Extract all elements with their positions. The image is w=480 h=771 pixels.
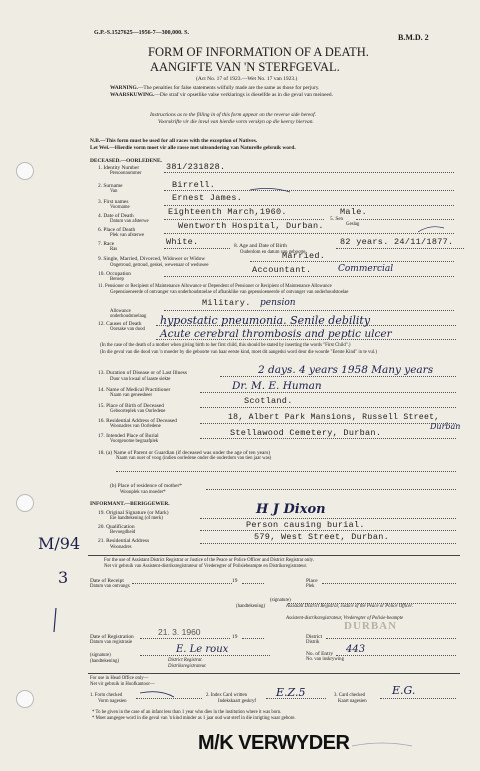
registration-date-label: Date of Registration <box>90 634 134 640</box>
age-label: 8. Age and Date of Birth <box>234 243 287 249</box>
waarskuwing-text: —Die straf vir opsetlike valse verklarings is dieselfde as in die geval van meineed. <box>154 92 333 98</box>
nb-note: N.B.—This form must be used for all races with the exception of Natives. <box>90 138 258 144</box>
waarskuwing-line <box>110 92 333 98</box>
field-place-of-death: 6. Place of Death <box>98 227 136 233</box>
head-office-heading-af: Net vir gebruik in Hoofkantoor— <box>90 682 155 687</box>
district-stamp-faded: DURBAN <box>344 620 398 632</box>
field-place-of-death-af: Plek van afsterwe <box>110 233 145 238</box>
punch-hole-top <box>16 162 34 180</box>
field-informant-qualification-af: Bevoegdheid <box>110 530 136 535</box>
place-of-death-value: Wentworth Hospital, Durban. <box>178 221 324 231</box>
field-medical-practitioner-af: Naam van geneesheer <box>110 393 153 398</box>
field-race-af: Ras <box>110 247 118 252</box>
card-checked-label: 3. Card checked <box>334 693 366 698</box>
field-parent-guardian: 18. (a) Name of Parent or Guardian (if deceased was under the age of ten years) <box>98 450 271 456</box>
informant-qualification: Person causing burial. <box>246 520 365 530</box>
sex-label-af: Geslag <box>346 222 360 227</box>
warning-label: WARNING. <box>110 85 139 91</box>
date-of-receipt-label-af: Datum van ontvangs <box>90 584 130 589</box>
field-burial-place-af: Voorgenome begraafplek <box>110 439 159 444</box>
mother-note-en: (In the case of the death of a mother when giving birth to her first child, this should be stated by inserting the words "First Child".) <box>100 343 351 348</box>
field-mother-residence: (b) Place of residence of mother* <box>110 483 182 489</box>
field-place-of-birth-af: Geboorteplek van Oorledene <box>110 409 166 414</box>
field-surname-af: Van <box>110 189 118 194</box>
field-mother-residence-af: Woonplek van moeder* <box>120 490 166 495</box>
field-causes-of-death: 12. Causes of Death <box>98 321 142 327</box>
marital-status-value: Married. <box>282 251 326 261</box>
field-informant-qualification: 20. Qualification <box>98 524 135 530</box>
registrar-note-af: Net vir gebruik van Assistent-distriksregistrateur of Vrederegter of Polisiebeampte en Distriksregistrateur. <box>104 564 308 569</box>
field-residential-address-af: Woonadres van Oorledene <box>110 424 161 429</box>
field-marital-status: 9. Single, Married, Divorced, Widower or Widow <box>98 256 206 262</box>
field-race: 7. Race <box>98 241 115 247</box>
date-of-receipt-label: Date of Receipt <box>90 578 124 584</box>
entry-number: 443 <box>346 644 366 655</box>
registration-date-year: 19 <box>232 634 238 640</box>
field-duration: 13. Duration of Disease or of Last Illness <box>98 370 187 376</box>
district-label: District <box>306 634 323 640</box>
first-names-value: Ernest James. <box>172 193 243 203</box>
race-value: White. <box>166 237 199 247</box>
field-parent-guardian-af: Naam van ouer of voog (indien oorledene onder die ouderdom van tien jaar was) <box>116 456 272 461</box>
district-label-af: Distrik <box>306 640 320 645</box>
residential-address-suffix: Durban <box>430 422 461 431</box>
sex-value: Male. <box>340 207 368 217</box>
age-label-af: Ouderdom en datum van geboorte <box>240 250 306 255</box>
allowance-label: Allowance onderhoudstoelaag <box>110 309 147 320</box>
registrar-sig-label: (signature) <box>90 653 111 658</box>
waarskuwing-label: WAARSKUWING. <box>110 92 155 98</box>
margin-number: M/94 <box>38 534 81 553</box>
assistant-signature-label: (signature) <box>270 598 291 603</box>
identity-number-value: 381/231828. <box>166 162 226 172</box>
causes-of-death-line2: Acute cerebral thrombosis and peptic ulcer <box>160 328 392 340</box>
place-label-af: Plek <box>306 584 315 589</box>
instructions-af: Voorskrifte vir die invul van hierdie vorm verskyn op die keersy hiervan. <box>158 119 314 125</box>
card-checked-value: E.G. <box>392 684 416 697</box>
punch-hole-middle <box>16 494 34 512</box>
field-causes-of-death-af: Oorsake van dood <box>110 327 145 332</box>
warning-text: —The penalties for false statements wilfully made are the same as those for perjury. <box>138 85 320 91</box>
form-checked-label: 1. Form checked <box>90 693 123 698</box>
registrar-sig-label-af: (handtekening) <box>90 659 120 664</box>
field-duration-af: Duur van kwaal of laaste siekte <box>110 377 171 382</box>
district-registrar-label-af: Distriksregistrateur. <box>168 664 207 669</box>
field-occupation: 10. Occupation <box>98 271 131 277</box>
informant-address: 579, West Street, Durban. <box>254 532 390 542</box>
place-of-birth-value: Scotland. <box>244 396 293 406</box>
causes-of-death-value: hypostatic pneumonia. Senile debility <box>160 314 371 327</box>
registrar-signature: E. Le roux <box>176 644 229 655</box>
pension-handwritten: pension <box>260 298 296 308</box>
margin-page-mark: 3 <box>58 568 69 587</box>
field-surname: 2. Surname <box>98 183 123 189</box>
act-reference: (Act No. 17 of 1923.—Wet No. 17 van 1923.) <box>196 76 298 82</box>
sex-label: 5. Sex <box>330 216 344 222</box>
field-informant-signature-af: Eie handtekening (of merk) <box>110 516 163 521</box>
field-identity-number: 1. Identity Number <box>98 165 140 171</box>
assistant-signature-label-af: (handtekening) <box>236 604 266 609</box>
field-identity-number-af: Persoonnommer <box>110 171 142 176</box>
field-pensioner: 11. Pensioner or Recipient of Maintenance Allowance or Dependent of Pensioner or Recipient of Maintenance Allowance <box>98 284 332 289</box>
mother-note-af: (In die geval van die dood van 'n moeder by die geboorte van haar eerste kind, moet dit aangedui word deur die woorde "Eerste Kind" in te vul.) <box>100 350 377 355</box>
registration-date-label-af: Datum van registrasie <box>90 640 133 645</box>
field-informant-signature: 19. Original Signature (or Mark) <box>98 510 169 516</box>
form-title-en: FORM OF INFORMATION OF A DEATH. <box>148 45 369 59</box>
field-first-names-af: Voorname <box>110 205 130 210</box>
duration-value: 2 days. 4 years 1958 Many years <box>258 364 434 376</box>
date-of-receipt-year: 19 <box>232 578 238 584</box>
form-checked-label-af: Vorm nagesien <box>98 699 127 704</box>
punch-hole-bottom <box>16 690 34 708</box>
registrar-note-en: For the use of Assistant District Registrar or Justice of the Peace or Police Officer and District Registrar only. <box>104 558 314 563</box>
date-of-death-value: Eighteenth March,1960. <box>168 207 287 217</box>
field-place-of-birth: 15. Place of Birth of Deceased <box>98 403 164 409</box>
field-residential-address: 16. Residential Address of Deceased <box>98 418 177 424</box>
entry-number-label-af: No. van inskrywing <box>306 657 344 662</box>
surname-value: Birrell. <box>172 180 216 190</box>
place-label: Place <box>306 578 318 584</box>
index-card-value: E.Z.5 <box>276 686 306 699</box>
head-office-heading: For use in Head Office only— <box>90 676 149 681</box>
infant-footnote-en: * To be given in the case of an infant less than 1 year who dies in the institution where it was born. <box>92 710 282 715</box>
medical-practitioner-value: Dr. M. E. Human <box>232 380 322 392</box>
instructions-en: Instructions as to the filling in of this form appear on the reverse side hereof. <box>150 112 316 118</box>
field-occupation-af: Beroep <box>110 277 124 282</box>
assistant-title-en: Assistant District Registrar, Justice of the Peace or Police Officer. <box>286 604 413 609</box>
verwyder-stamp: M/K VERWYDER <box>198 732 350 754</box>
card-checked-label-af: Kaart nagesien <box>338 699 367 704</box>
field-pensioner-af: Gepensioeneerde of ontvanger van onderhoudstoelae of afhanklike van gepensioeneerde of ontvanger van onderhoudstoelae <box>110 290 349 295</box>
assistant-title-af: Assistent-distriksregistrateur, Vrederegter of Polisie-beampte <box>286 616 404 621</box>
infant-footnote-af: * Moet aangegee word in die geval van 'n kind minder as 1 jaar oud wat sterf in die inrigting waar gebore. <box>92 716 296 721</box>
let-wel-note: Let Wel.—Hierdie vorm moet vir alle rasse met uitsondering van Naturelle gebruik word. <box>90 145 296 151</box>
field-date-of-death-af: Datum van afsterwe <box>110 219 149 224</box>
age-value: 82 years. 24/11/1877. <box>340 237 454 247</box>
residential-address-value: 18, Albert Park Mansions, Russell Street, <box>228 413 440 422</box>
field-medical-practitioner: 14. Name of Medical Practitioner <box>98 387 171 393</box>
warning-line <box>110 85 319 91</box>
deceased-heading: DECEASED.—OORLEDENE. <box>90 158 162 164</box>
burial-place-value: Stellawood Cemetery, Durban. <box>230 428 382 438</box>
field-burial-place: 17. Intended Place of Burial <box>98 433 159 439</box>
informant-heading: INFORMANT.—BERIGGEWER. <box>90 501 170 507</box>
registration-date-stamp: 21. 3. 1960 <box>158 627 201 637</box>
index-card-label-af: Indekskaart geskryf <box>218 699 256 704</box>
form-title-af: AANGIFTE VAN 'N STERFGEVAL. <box>150 60 340 74</box>
form-code: B.M.D. 2 <box>398 33 429 42</box>
occupation-value: Accountant. <box>252 265 312 275</box>
field-marital-status-af: Ongetroud, getroud, geskei, wewenaar of weduwee <box>110 263 209 268</box>
district-registrar-label: District Registrar. <box>168 658 203 663</box>
field-informant-address-af: Woonadres <box>110 545 132 550</box>
entry-number-label: No. of Entry <box>306 651 334 657</box>
occupation-handwritten: Commercial <box>338 264 394 274</box>
informant-signature: H J Dixon <box>256 502 326 517</box>
field-date-of-death: 4. Date of Death <box>98 213 134 219</box>
index-card-label: 2. Index Card written <box>206 693 248 698</box>
print-reference: G.P.-S.1527625—1956-7—300,000. S. <box>94 30 189 36</box>
pensioner-value: Military. <box>202 298 251 308</box>
field-informant-address: 21. Residential Address <box>98 538 150 544</box>
field-first-names: 3. First names <box>98 199 129 205</box>
